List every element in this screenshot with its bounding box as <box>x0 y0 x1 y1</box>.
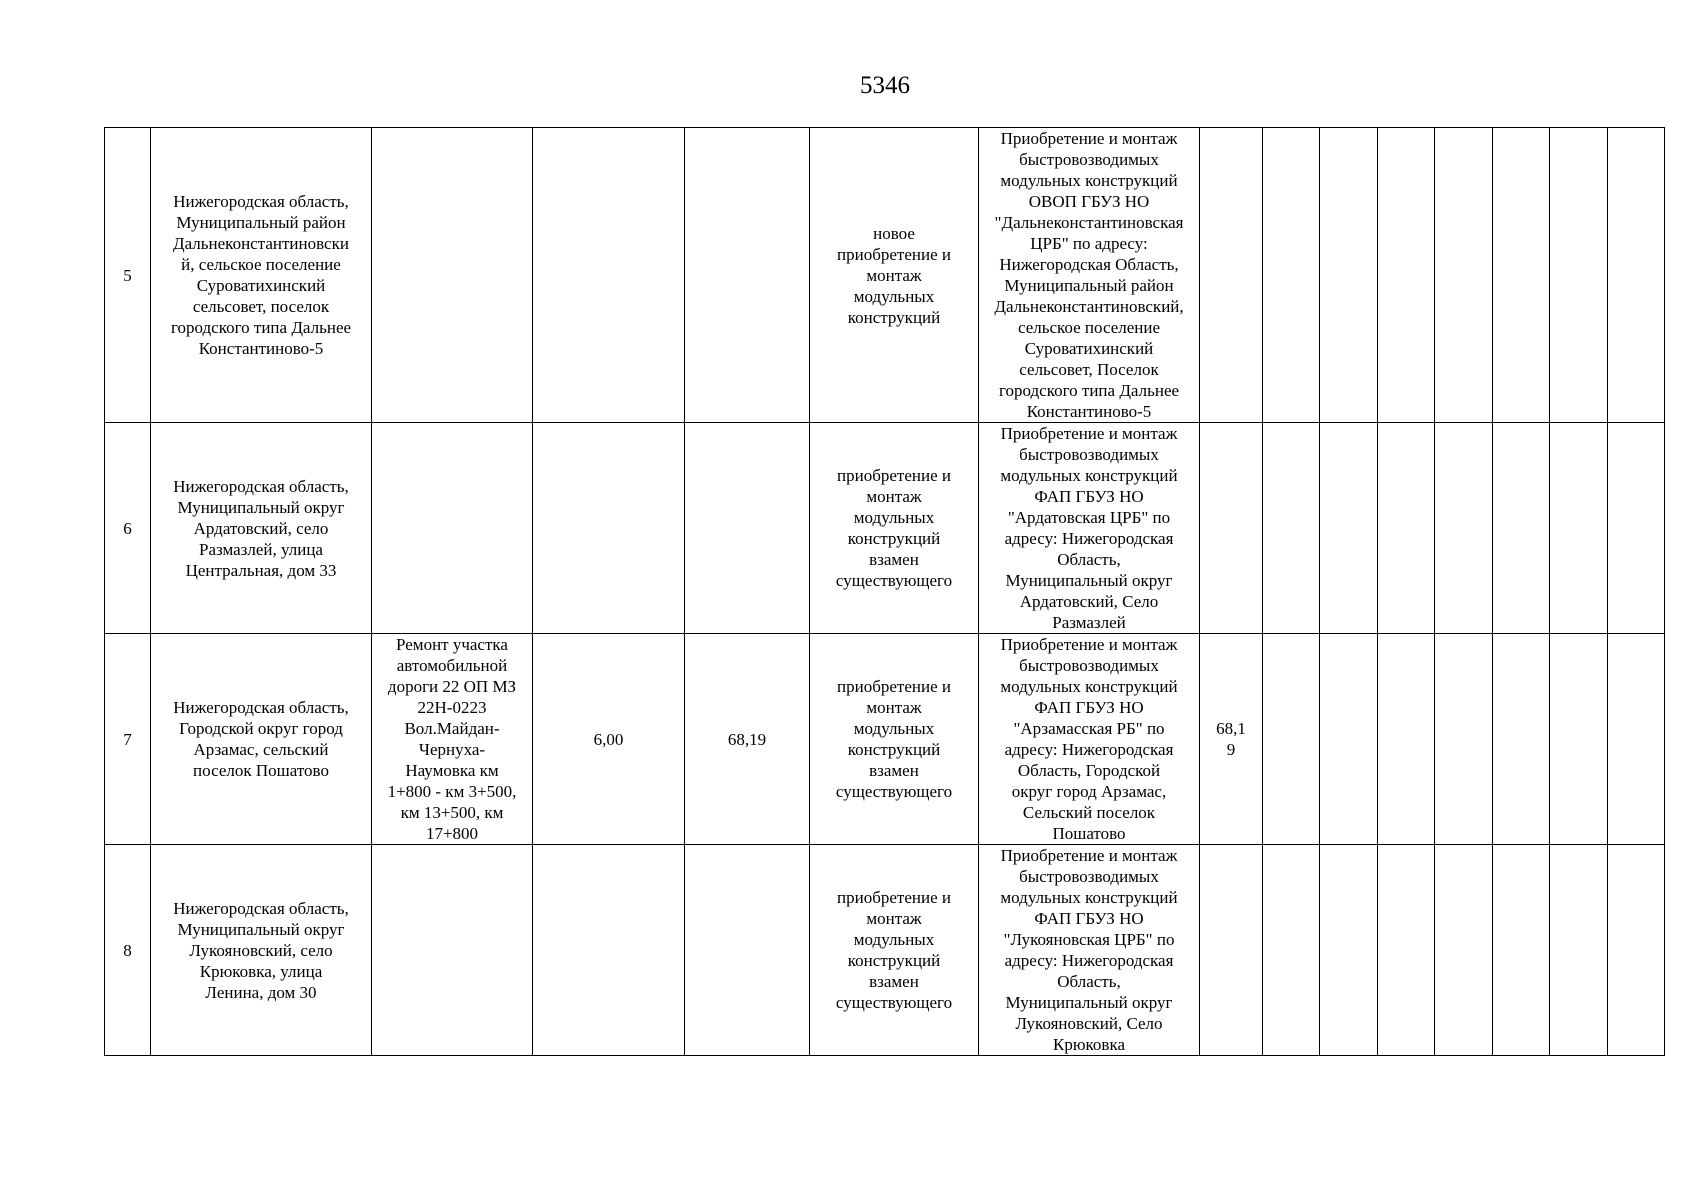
description-line: сельсовет, Поселок <box>1019 360 1159 379</box>
location-line: Крюковка, улица <box>199 961 323 981</box>
description-line: модульных конструкций <box>1000 677 1178 696</box>
description-line: быстровозводимых <box>1019 656 1159 675</box>
table-row <box>105 423 1665 634</box>
location-cell <box>151 128 372 423</box>
action-line: модульных <box>853 719 935 738</box>
description-line: "Дальнеконстантиновская <box>994 213 1184 232</box>
empty-cell <box>1608 128 1665 423</box>
description-line: Ардатовский, Село <box>1019 592 1159 611</box>
description-line: Лукояновский, Село <box>1015 1014 1163 1033</box>
description-line: Приобретение и монтаж <box>1000 635 1178 654</box>
action-cell <box>810 634 979 845</box>
action-cell <box>810 423 979 634</box>
location-line: поселок Пошатово <box>193 761 329 780</box>
description-line: ФАП ГБУЗ НО <box>1034 698 1144 717</box>
empty-cell <box>1550 845 1608 1056</box>
description-line: ОВОП ГБУЗ НО <box>1028 192 1150 211</box>
road-section-cell <box>372 423 533 634</box>
description-line: "Арзамасская РБ" по <box>1013 719 1165 738</box>
value-cell <box>1200 845 1263 1056</box>
description-line: Область, <box>1057 972 1121 991</box>
description-line: Муниципальный район <box>1004 276 1174 295</box>
empty-cell <box>1378 423 1435 634</box>
table-row <box>105 845 1665 1056</box>
empty-cell <box>1435 634 1493 845</box>
length-cell <box>533 423 685 634</box>
description-cell <box>979 634 1200 845</box>
empty-cell <box>1263 128 1320 423</box>
empty-cell <box>1435 845 1493 1056</box>
empty-cell <box>1493 423 1550 634</box>
location-line: Нижегородская область, <box>173 898 349 918</box>
road-line: Чернуха- <box>418 740 486 759</box>
location-line: Муниципальный район <box>176 213 346 232</box>
action-line: существующего <box>835 571 953 590</box>
register-table <box>104 127 1665 1056</box>
empty-cell <box>1378 845 1435 1056</box>
description-line: Константиново-5 <box>1026 402 1152 421</box>
value-line: 9 <box>1226 740 1236 759</box>
description-line: Муниципальный округ <box>1005 993 1173 1012</box>
action-line: модульных <box>853 930 935 949</box>
cost-cell <box>685 845 810 1056</box>
action-line: конструкций <box>847 951 941 970</box>
cost-cell <box>685 423 810 634</box>
location-cell <box>151 423 372 634</box>
road-line: 22Н-0223 <box>417 698 487 717</box>
road-line: Ремонт участка <box>396 635 508 654</box>
length-cell: 6,00 <box>533 634 685 845</box>
description-line: "Лукояновская ЦРБ" по <box>1003 930 1175 949</box>
action-line: монтаж <box>866 265 922 285</box>
empty-cell <box>1378 634 1435 845</box>
row-number-cell: 7 <box>105 634 151 845</box>
empty-cell <box>1435 128 1493 423</box>
description-line: адресу: Нижегородская <box>1004 740 1174 759</box>
location-line: Арзамас, сельский <box>193 740 329 759</box>
cost-cell: 68,19 <box>685 634 810 845</box>
action-line: конструкций <box>847 307 941 327</box>
empty-cell <box>1608 845 1665 1056</box>
empty-cell <box>1435 423 1493 634</box>
value-line: 68,1 <box>1216 719 1246 738</box>
description-line: Дальнеконстантиновский, <box>994 297 1184 316</box>
action-line: модульных <box>853 508 935 527</box>
location-line: й, сельское поселение <box>181 255 341 274</box>
description-line: модульных конструкций <box>1000 466 1178 485</box>
value-cell <box>1200 423 1263 634</box>
description-line: Область, Городской <box>1017 761 1161 780</box>
empty-cell <box>1263 423 1320 634</box>
location-line: Ленина, дом 30 <box>205 982 317 1002</box>
road-section-cell <box>372 845 533 1056</box>
location-line: Суроватихинский <box>196 276 326 295</box>
description-cell <box>979 845 1200 1056</box>
description-line: "Ардатовская ЦРБ" по <box>1007 508 1171 527</box>
page-number: 5346 <box>860 72 910 99</box>
action-line: приобретение и <box>837 677 951 696</box>
description-line: Нижегородская Область, <box>999 255 1179 274</box>
empty-cell <box>1320 128 1378 423</box>
location-line: городского типа Дальнее <box>170 318 352 337</box>
action-line: конструкций <box>847 740 941 759</box>
action-line: приобретение и <box>837 888 951 907</box>
road-line: 1+800 - км 3+500, <box>387 782 517 801</box>
location-line: Городской округ город <box>179 719 343 738</box>
description-cell <box>979 423 1200 634</box>
length-cell <box>533 128 685 423</box>
empty-cell <box>1320 634 1378 845</box>
length-cell <box>533 845 685 1056</box>
description-line: Область, <box>1057 550 1121 569</box>
location-line: Муниципальный округ <box>177 919 345 939</box>
road-section-cell <box>372 634 533 845</box>
action-line: приобретение и <box>837 244 951 264</box>
description-line: Муниципальный округ <box>1005 571 1173 590</box>
description-line: ФАП ГБУЗ НО <box>1034 487 1144 506</box>
table-row <box>105 128 1665 423</box>
location-line: Дальнеконстантиновски <box>173 234 349 253</box>
action-line: взамен <box>869 761 919 780</box>
row-number-cell: 8 <box>105 845 151 1056</box>
action-line: существующего <box>835 782 953 801</box>
location-cell <box>151 634 372 845</box>
location-line: Нижегородская область, <box>173 192 349 211</box>
description-line: Приобретение и монтаж <box>1000 846 1178 865</box>
road-line: автомобильной <box>396 656 508 675</box>
row-number-cell: 6 <box>105 423 151 634</box>
action-line: существующего <box>835 993 953 1012</box>
table-row <box>105 634 1665 845</box>
location-line: Размазлей, улица <box>199 539 323 559</box>
empty-cell <box>1550 423 1608 634</box>
empty-cell <box>1608 423 1665 634</box>
description-line: быстровозводимых <box>1019 445 1159 464</box>
action-cell <box>810 128 979 423</box>
description-line: Пошатово <box>1052 824 1126 843</box>
description-line: модульных конструкций <box>1000 888 1178 907</box>
road-line: Вол.Майдан- <box>404 719 500 738</box>
action-line: модульных <box>853 286 935 306</box>
description-line: быстровозводимых <box>1019 150 1159 169</box>
description-line: Суроватихинский <box>1024 339 1154 358</box>
description-line: Крюковка <box>1052 1035 1125 1054</box>
empty-cell <box>1493 634 1550 845</box>
location-line: Нижегородская область, <box>173 476 349 496</box>
description-line: городского типа Дальнее <box>998 381 1180 400</box>
action-line: конструкций <box>847 529 941 548</box>
action-line: монтаж <box>866 487 922 506</box>
road-line: Наумовка км <box>405 761 499 780</box>
value-cell <box>1200 634 1263 845</box>
action-line: новое <box>873 223 915 243</box>
location-cell <box>151 845 372 1056</box>
description-line: Размазлей <box>1052 613 1126 632</box>
empty-cell <box>1378 128 1435 423</box>
action-cell <box>810 845 979 1056</box>
value-cell <box>1200 128 1263 423</box>
description-line: Приобретение и монтаж <box>1000 129 1178 148</box>
road-line: 17+800 <box>425 824 479 843</box>
road-section-cell <box>372 128 533 423</box>
description-cell <box>979 128 1200 423</box>
description-line: Приобретение и монтаж <box>1000 424 1178 443</box>
location-line: сельсовет, поселок <box>192 297 330 316</box>
empty-cell <box>1550 634 1608 845</box>
empty-cell <box>1320 845 1378 1056</box>
road-line: км 13+500, км <box>400 803 504 822</box>
road-line: дороги 22 ОП МЗ <box>387 677 517 696</box>
location-line: Ардатовский, село <box>193 518 329 538</box>
empty-cell <box>1493 845 1550 1056</box>
action-line: монтаж <box>866 698 922 717</box>
action-line: взамен <box>869 550 919 569</box>
row-number-cell: 5 <box>105 128 151 423</box>
description-line: быстровозводимых <box>1019 867 1159 886</box>
description-line: адресу: Нижегородская <box>1004 951 1174 970</box>
description-line: ФАП ГБУЗ НО <box>1034 909 1144 928</box>
description-line: Сельский поселок <box>1022 803 1156 822</box>
action-line: взамен <box>869 972 919 991</box>
location-line: Муниципальный округ <box>177 497 345 517</box>
cost-cell <box>685 128 810 423</box>
location-line: Лукояновский, село <box>189 940 333 960</box>
empty-cell <box>1550 128 1608 423</box>
description-line: адресу: Нижегородская <box>1004 529 1174 548</box>
location-line: Константиново-5 <box>198 339 324 358</box>
empty-cell <box>1493 128 1550 423</box>
location-line: Нижегородская область, <box>173 698 349 717</box>
description-line: модульных конструкций <box>1000 171 1178 190</box>
description-line: сельское поселение <box>1017 318 1161 337</box>
empty-cell <box>1320 423 1378 634</box>
action-line: монтаж <box>866 909 922 928</box>
empty-cell <box>1263 634 1320 845</box>
description-line: ЦРБ" по адресу: <box>1030 234 1148 253</box>
empty-cell <box>1263 845 1320 1056</box>
action-line: приобретение и <box>837 466 951 485</box>
empty-cell <box>1608 634 1665 845</box>
description-line: округ город Арзамас, <box>1011 782 1167 801</box>
location-line: Центральная, дом 33 <box>185 560 337 580</box>
